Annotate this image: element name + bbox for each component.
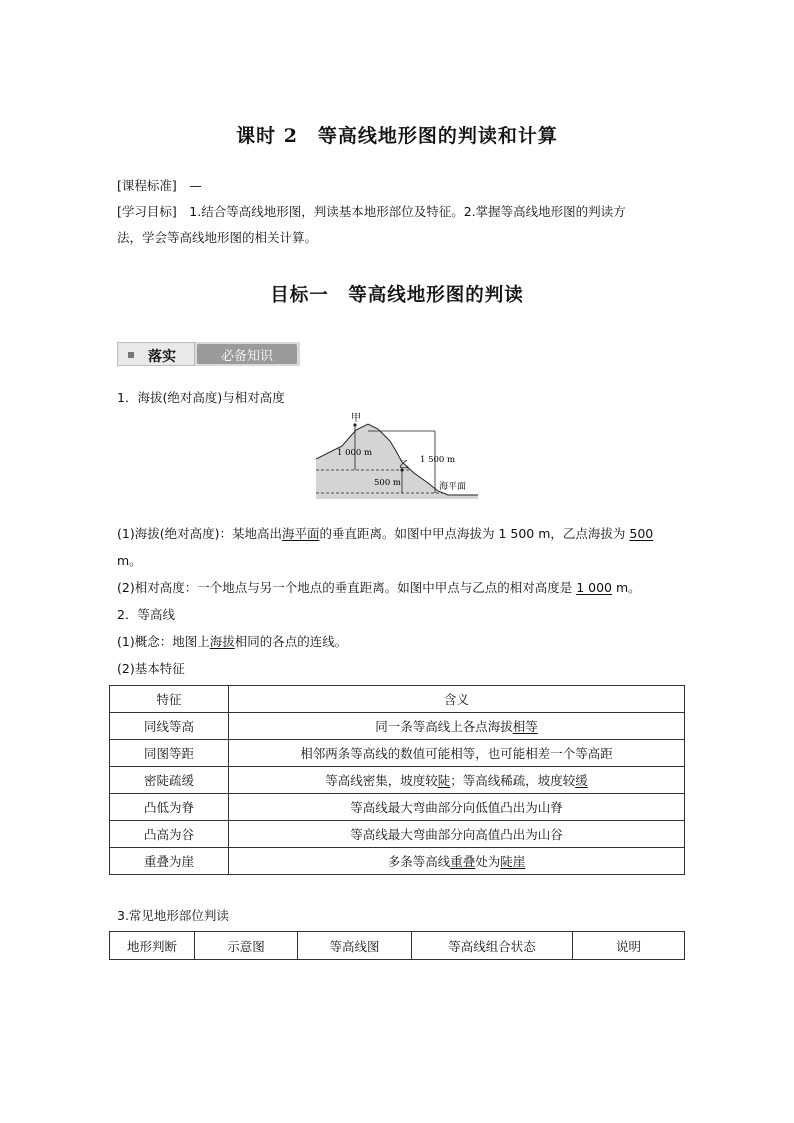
feature-name: 同线等高 (110, 713, 229, 740)
badge-left (117, 342, 195, 366)
point-label: 乙 (399, 460, 409, 471)
table-header-cell: 示意图 (195, 932, 298, 960)
curriculum-line (117, 176, 202, 194)
feature-meaning: 等高线密集，坡度较陡；等高线稀疏，坡度较缓 (229, 767, 685, 794)
objectives-text-1: 1.结合等高线地形图，判读基本地形部位及特征。2.掌握等高线地形图的判读方 (189, 204, 626, 219)
table-header-cell: 地形判断 (110, 932, 195, 960)
answer-1000: 1 000 (576, 580, 612, 595)
table-header-cell: 等高线图 (298, 932, 412, 960)
feature-meaning: 等高线最大弯曲部分向高值凸出为山谷 (229, 821, 685, 848)
square-bullet-icon (128, 352, 134, 358)
answer-500: 500 (629, 526, 654, 541)
table-header-cell: 说明 (573, 932, 685, 960)
height-500-label: 500 m (374, 478, 401, 488)
feature-meaning: 等高线最大弯曲部分向低值凸出为山脊 (229, 794, 685, 821)
objectives-line-2: 法，学会等高线地形图的相关计算。 (117, 230, 318, 245)
basic-features-heading: (2)基本特征 (117, 661, 185, 676)
feature-name: 密陡疏缓 (110, 767, 229, 794)
table-row (110, 767, 685, 794)
curriculum-label: [课程标准] (117, 178, 177, 193)
badge-right-label: 必备知识 (220, 349, 273, 364)
terrain-table (109, 931, 685, 960)
table-header-row (110, 932, 685, 960)
table-row (110, 821, 685, 848)
answer-sea-level: 海平面 (281, 526, 320, 541)
feature-name: 凸高为谷 (110, 821, 229, 848)
paragraph-altitude-end: m。 (117, 553, 142, 568)
paragraph-relative-height: (2)相对高度：一个地点与另一个地点的垂直距离。如图中甲点与乙点的相对高度是 1 000 m。 (117, 580, 641, 595)
concept-line: (1)概念：地图上海拔相同的各点的连线。 (117, 634, 348, 649)
page-title: 课时 2 等高线地形图的判读和计算 (236, 125, 558, 147)
knowledge-badge (117, 342, 300, 366)
item3-heading: 3.常见地形部位判读 (117, 908, 229, 923)
objectives-label: [学习目标] (117, 204, 177, 219)
peak-label: 甲 (351, 413, 361, 424)
badge-left-label: 落实 (148, 349, 176, 365)
paragraph-altitude: (1)海拔(绝对高度)：某地高出海平面的垂直距离。如图中甲点海拔为 1 500 m，乙点海拔为 500 (117, 526, 654, 541)
objectives-line-1 (117, 202, 626, 220)
section-title: 目标一 等高线地形图的判读 (270, 285, 524, 306)
features-table (109, 685, 685, 875)
height-1000-label: 1 000 m (337, 448, 373, 458)
curriculum-value: — (189, 178, 202, 193)
sea-level-label: 海平面 (439, 482, 467, 492)
badge-right (197, 344, 297, 364)
feature-meaning: 相邻两条等高线的数值可能相等，也可能相差一个等高距 (229, 740, 685, 767)
feature-name: 凸低为脊 (110, 794, 229, 821)
table-row (110, 794, 685, 821)
item1-heading: 1．海拔(绝对高度)与相对高度 (117, 390, 285, 405)
item2-heading: 2．等高线 (117, 607, 175, 622)
table-header-cell: 等高线组合状态 (412, 932, 573, 960)
altitude-diagram (316, 411, 478, 499)
table-header-cell: 含义 (229, 686, 685, 713)
table-header-cell: 特征 (110, 686, 229, 713)
table-header-row (110, 686, 685, 713)
feature-name: 重叠为崖 (110, 848, 229, 875)
feature-meaning: 多条等高线重叠处为陡崖 (229, 848, 685, 875)
table-row (110, 713, 685, 740)
table-row (110, 848, 685, 875)
height-1500-label: 1 500 m (420, 455, 456, 465)
feature-meaning: 同一条等高线上各点海拔相等 (229, 713, 685, 740)
feature-name: 同图等距 (110, 740, 229, 767)
answer-altitude: 海拔 (209, 634, 235, 649)
table-row (110, 740, 685, 767)
